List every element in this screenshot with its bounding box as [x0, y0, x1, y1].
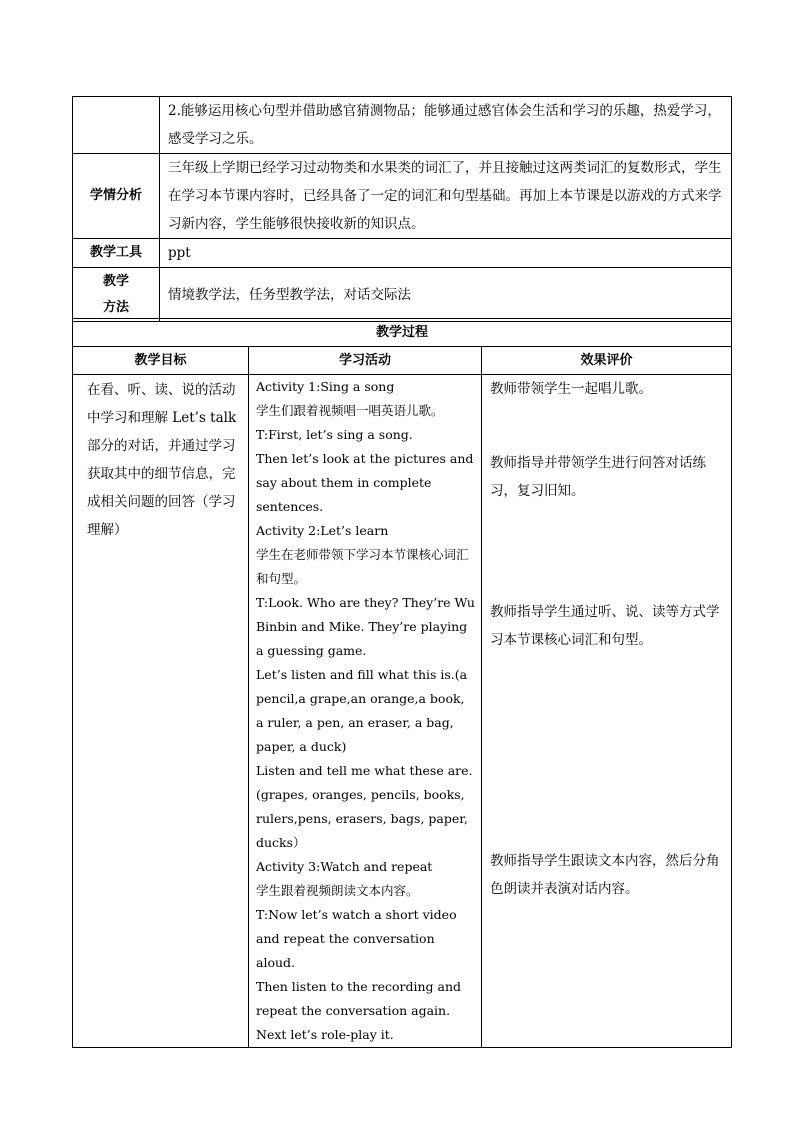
activity-line: T:Now let’s watch a short video and repeat the conversation aloud.	[256, 907, 457, 970]
activity-line: 学生们跟着视频唱一唱英语儿歌。	[256, 403, 444, 418]
evaluation-item: 教师指导学生通过听、说、读等方式学习本节课核心词汇和句型。	[490, 604, 720, 648]
teaching-methods-label	[73, 268, 160, 322]
teaching-process-table	[72, 318, 732, 1048]
activity-line: Let’s listen and fill what this is.(a pencil,a grape,an orange,a book, a ruler, a pen, an eraser, a bag, paper, a duck)	[256, 667, 468, 754]
activity-line: Listen and tell me what these are.(grapes, oranges, pencils, books, rulers,pens, erasers, bags, paper, ducks）	[256, 763, 473, 850]
evaluation-cell	[482, 375, 732, 1048]
activity-line: Activity 2:Let’s learn	[256, 523, 389, 538]
activity-line: Next let’s role-play it.	[256, 1027, 394, 1042]
evaluation-item: 教师指导学生跟读文本内容，然后分角色朗读并表演对话内容。	[490, 853, 720, 897]
goal-cell: 在看、听、读、说的活动中学习和理解 Let’s talk 部分的对话，并通过学习获取其中的细节信息，完成相关问题的回答（学习理解）	[73, 375, 249, 1048]
objective-text: 2.能够运用核心句型并借助感官猜测物品；能够通过感官体会生活和学习的乐趣，热爱学习，感受学习之乐。	[160, 97, 732, 154]
header-goal: 教学目标	[73, 347, 249, 375]
activity-line: T:Look. Who are they? They’re Wu Binbin and Mike. They’re playing a guessing game.	[256, 595, 475, 658]
header-evaluation: 效果评价	[482, 347, 732, 375]
activity-line: 学生在老师带领下学习本节课核心词汇和句型。	[256, 547, 469, 586]
lesson-info-table	[72, 96, 732, 322]
objective-label-cell	[73, 97, 160, 154]
activity-line: T:First, let’s sing a song.	[256, 427, 413, 442]
activity-line: Then listen to the recording and repeat the conversation again.	[256, 979, 462, 1018]
evaluation-item: 教师指导并带领学生进行问答对话练习，复习旧知。	[490, 455, 706, 499]
student-analysis-text: 三年级上学期已经学习过动物类和水果类的词汇了，并且接触过这两类词汇的复数形式，学生在学习本节课内容时，已经具备了一定的词汇和句型基础。再加上本节课是以游戏的方式来学习新内容，学生能够很快接收新的知识点。	[160, 154, 732, 239]
header-activity: 学习活动	[249, 347, 482, 375]
teaching-tools-text: ppt	[160, 239, 732, 268]
teaching-methods-text: 情境教学法，任务型教学法，对话交际法	[160, 268, 732, 322]
activity-line: 学生跟着视频朗读文本内容。	[256, 883, 419, 898]
teaching-methods-label-line1: 教学	[102, 273, 129, 289]
activity-line: Activity 1:Sing a song	[256, 379, 395, 394]
student-analysis-label: 学情分析	[73, 154, 160, 239]
activity-line: Activity 3:Watch and repeat	[256, 859, 433, 874]
evaluation-item: 教师带领学生一起唱儿歌。	[490, 381, 652, 397]
activity-line: Then let’s look at the pictures and say about them in complete sentences.	[256, 451, 474, 514]
process-title: 教学过程	[73, 319, 732, 347]
teaching-tools-label: 教学工具	[73, 239, 160, 268]
activity-cell	[249, 375, 482, 1048]
teaching-methods-label-line2: 方法	[102, 299, 129, 315]
